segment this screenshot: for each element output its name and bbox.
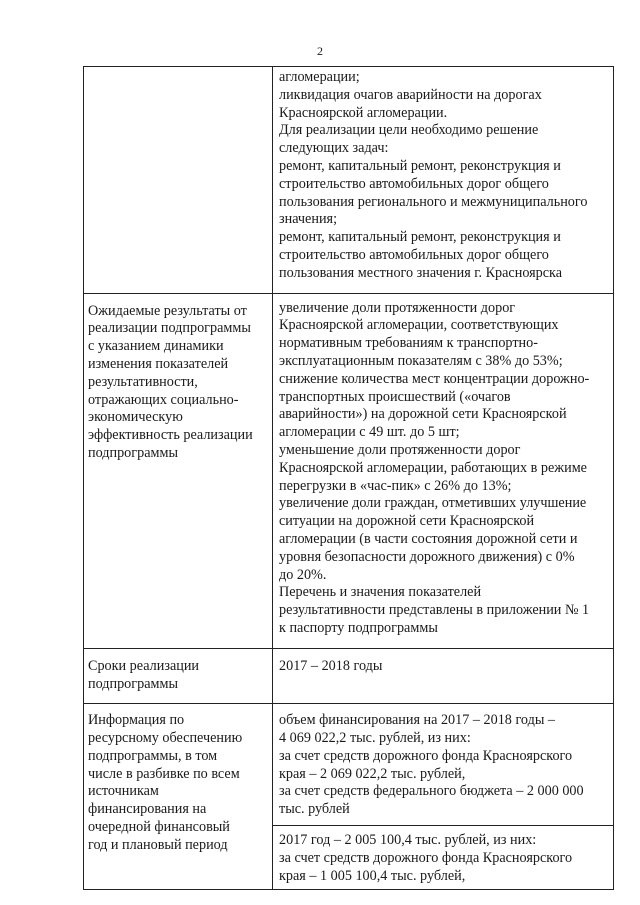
label-line: ресурсному обеспечению	[88, 730, 243, 747]
label-line: Ожидаемые результаты от	[88, 302, 247, 319]
text-line: снижение количества мест концентрации дорожно-	[279, 370, 590, 387]
table-row-funding-total	[84, 704, 614, 826]
label-line: подпрограммы	[88, 444, 178, 461]
row-content-funding-2017	[273, 826, 614, 890]
text-line: Красноярской агломерации, работающих в режиме	[279, 459, 587, 476]
text-line: увеличение доли граждан, отметивших улучшение	[279, 495, 587, 512]
text-line: ситуации на дорожной сети Красноярской	[279, 513, 535, 530]
text-line: Перечень и значения показателей	[279, 584, 482, 601]
text-line: агломерации;	[279, 69, 360, 85]
label-line: финансирования на	[88, 801, 207, 818]
text-line: за счет средств дорожного фонда Красноярского	[279, 849, 573, 866]
row-content-timeframe	[273, 648, 614, 704]
text-line: за счет средств федерального бюджета – 2 000 000	[279, 783, 584, 800]
text-line: ликвидация очагов аварийности на дорогах	[279, 86, 542, 103]
text-line: Красноярской агломерации, соответствующих	[279, 317, 559, 334]
text-line: агломерации (в части состояния дорожной сети и	[279, 530, 578, 547]
passport-table	[83, 66, 614, 890]
table-row-goals-tasks	[84, 67, 614, 294]
text-line: эксплуатационным показателям с 38% до 53%;	[279, 352, 563, 369]
label-line: изменения показателей	[88, 355, 229, 372]
text-line: за счет средств дорожного фонда Красноярского	[279, 747, 573, 764]
text-line: 2017 год – 2 005 100,4 тыс. рублей, из них:	[279, 832, 537, 849]
label-line: подпрограммы	[88, 675, 178, 692]
label-line: подпрограммы, в том	[88, 747, 218, 764]
table-row-timeframe	[84, 648, 614, 704]
text-line: объем финансирования на 2017 – 2018 годы –	[279, 712, 555, 729]
text-line: ремонт, капитальный ремонт, реконструкция и	[279, 229, 561, 246]
text-line: пользования местного значения г. Красноярска	[279, 264, 563, 281]
passport-table-grid	[83, 66, 614, 890]
text-line: Красноярской агломерации.	[279, 104, 448, 121]
text-line: до 20%.	[279, 566, 327, 583]
row-label-expected-results	[84, 293, 273, 648]
row-label-empty	[84, 67, 273, 294]
label-line: год и плановый период	[88, 836, 228, 853]
label-line: экономическую	[88, 409, 183, 426]
row-content-funding-total	[273, 704, 614, 826]
label-line: эффективность реализации	[88, 427, 253, 444]
text-line: следующих задач:	[279, 140, 389, 157]
text-line: 2017 – 2018 годы	[279, 657, 383, 674]
row-label-funding	[84, 704, 273, 890]
text-line: результативности представлены в приложении № 1	[279, 602, 590, 619]
label-line: источникам	[88, 783, 159, 800]
label-line: Сроки реализации	[88, 657, 200, 674]
text-line: увеличение доли протяженности дорог	[279, 299, 516, 316]
text-line: агломерации с 49 шт. до 5 шт;	[279, 424, 460, 441]
row-content-expected-results	[273, 293, 614, 648]
label-line: Информация по	[88, 712, 185, 729]
text-line: уменьшение доли протяженности дорог	[279, 441, 521, 458]
text-line: транспортных происшествий («очагов	[279, 388, 511, 405]
text-line: к паспорту подпрограммы	[279, 619, 438, 636]
label-line: отражающих социально-	[88, 391, 239, 408]
text-line: уровня безопасности дорожного движения) с 0%	[279, 548, 575, 565]
text-line: значения;	[279, 211, 338, 228]
text-line: пользования регионального и межмуниципального	[279, 193, 588, 210]
text-line: строительство автомобильных дорог общего	[279, 246, 549, 263]
text-line: края – 1 005 100,4 тыс. рублей,	[279, 867, 466, 884]
text-line: строительство автомобильных дорог общего	[279, 175, 549, 192]
label-line: числе в разбивке по всем	[88, 765, 240, 782]
text-line: Для реализации цели необходимо решение	[279, 122, 539, 139]
text-line: аварийности») на дорожной сети Красноярской	[279, 406, 567, 423]
text-line: 4 069 022,2 тыс. рублей, из них:	[279, 730, 471, 747]
text-line: тыс. рублей	[279, 801, 350, 818]
table-row-expected-results	[84, 293, 614, 648]
row-content-goals-tasks	[273, 67, 614, 294]
label-line: очередной финансовый	[88, 819, 230, 836]
label-line: результативности,	[88, 373, 198, 390]
text-line: ремонт, капитальный ремонт, реконструкция и	[279, 157, 561, 174]
row-label-timeframe	[84, 648, 273, 704]
label-line: реализации подпрограммы	[88, 320, 251, 337]
text-line: перегрузки в «час-пик» с 26% до 13%;	[279, 477, 512, 494]
label-line: с указанием динамики	[88, 338, 224, 355]
text-line: края – 2 069 022,2 тыс. рублей,	[279, 765, 466, 782]
text-line: нормативным требованиям к транспортно-	[279, 335, 538, 352]
page-number: 2	[317, 44, 323, 58]
